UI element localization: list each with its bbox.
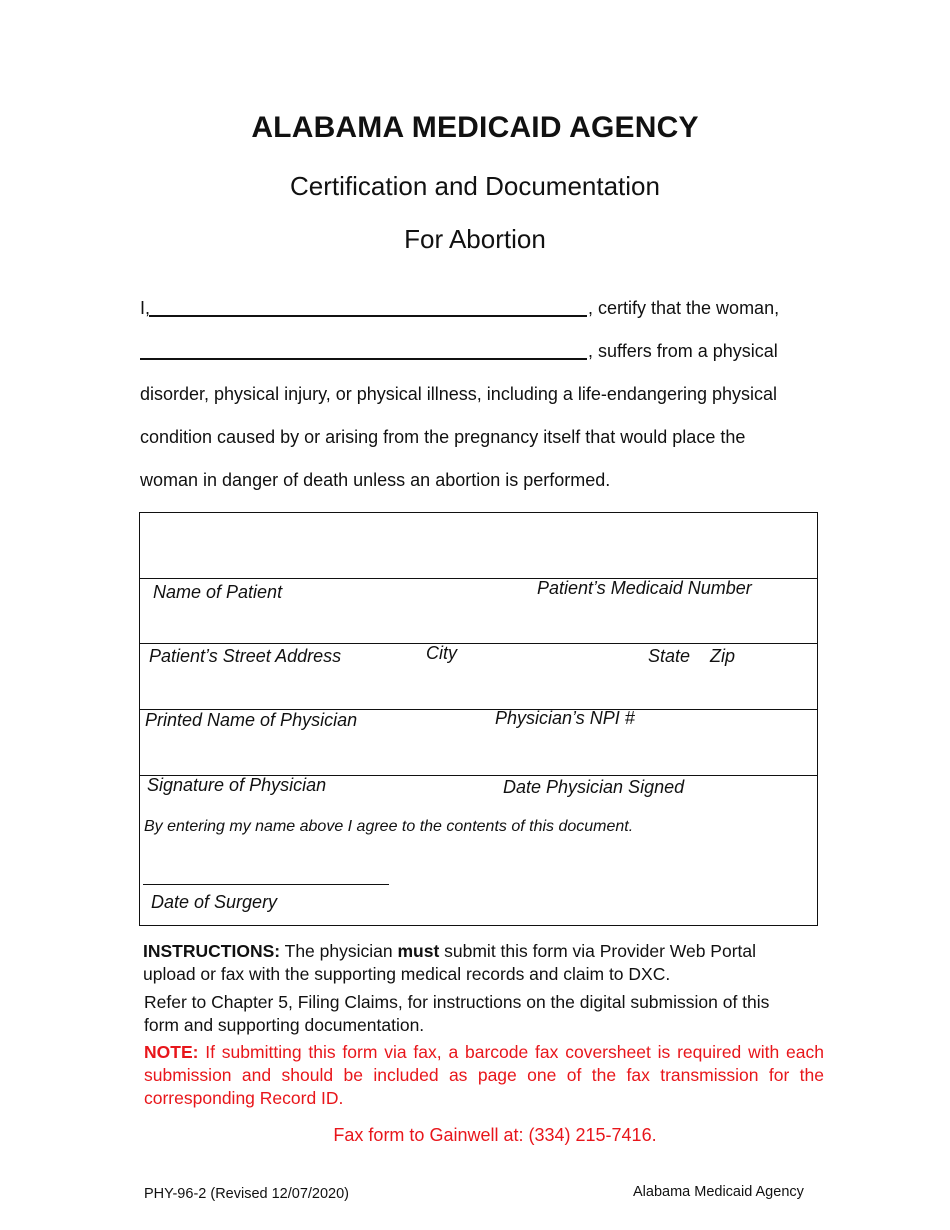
certification-text-2: , suffers from a physical	[588, 341, 778, 361]
certification-text-1: , certify that the woman,	[588, 298, 780, 318]
state-label: State	[648, 646, 691, 666]
name-of-patient-field[interactable]	[140, 513, 470, 578]
patient-physician-form	[139, 512, 818, 926]
zip-field[interactable]	[706, 579, 816, 643]
name-of-patient-label: Name of Patient	[153, 582, 283, 602]
physician-npi-field[interactable]	[490, 644, 817, 709]
instructions-text-2: submit this form via Provider Web Portal upload or fax with the supporting medical records and claim to DXC.	[143, 941, 757, 984]
agency-title: ALABAMA MEDICAID AGENCY	[251, 111, 699, 144]
physician-name-field[interactable]	[140, 644, 480, 709]
street-address-field[interactable]	[140, 579, 410, 643]
note-lead: NOTE:	[144, 1042, 199, 1062]
agreement-text: By entering my name above I agree to the contents of this document.	[144, 818, 634, 835]
certification-text-5: woman in danger of death unless an abortion is performed.	[140, 470, 611, 490]
state-field[interactable]	[645, 579, 705, 643]
date-signed-label: Date Physician Signed	[503, 777, 685, 797]
signature-label: Signature of Physician	[147, 775, 327, 795]
street-address-label: Patient’s Street Address	[149, 646, 342, 666]
patient-name-blank[interactable]	[140, 358, 587, 360]
date-of-surgery-field[interactable]	[143, 848, 389, 885]
physician-name-blank[interactable]	[149, 315, 587, 317]
form-subtitle: Certification and Documentation	[290, 171, 660, 201]
instructions-paragraph	[143, 940, 763, 986]
city-field[interactable]	[420, 579, 640, 643]
note-paragraph	[144, 1041, 824, 1110]
instructions-lead: INSTRUCTIONS:	[143, 941, 281, 961]
physician-npi-label: Physician’s NPI #	[495, 708, 635, 728]
note-text: If submitting this form via fax, a barcode fax coversheet is required with each submission and should be included as page one of the fax transmission for the corresponding Record ID.	[144, 1042, 824, 1108]
form-id: PHY-96-2 (Revised 12/07/2020)	[144, 1186, 350, 1202]
zip-label: Zip	[710, 646, 736, 666]
certification-text-3: disorder, physical injury, or physical illness, including a life-endangering physical	[140, 384, 777, 404]
refer-paragraph: Refer to Chapter 5, Filing Claims, for instructions on the digital submission of this form and supporting documentation.	[144, 992, 770, 1035]
instructions-must: must	[397, 941, 440, 961]
footer-agency: Alabama Medicaid Agency	[633, 1184, 804, 1200]
instructions-text: The physician	[280, 941, 398, 961]
date-signed-field[interactable]	[500, 710, 817, 775]
medicaid-number-label: Patient’s Medicaid Number	[537, 578, 752, 598]
city-label: City	[426, 643, 457, 663]
date-of-surgery-label: Date of Surgery	[151, 892, 278, 912]
medicaid-number-field[interactable]	[480, 513, 817, 578]
physician-name-label: Printed Name of Physician	[145, 710, 358, 730]
certification-prefix: I,	[140, 298, 151, 318]
physician-signature-field[interactable]	[140, 710, 490, 775]
certification-text-4: condition caused by or arising from the pregnancy itself that would place the	[140, 427, 746, 447]
fax-number: Fax form to Gainwell at: (334) 215-7416.	[333, 1125, 657, 1145]
form-subtitle-2: For Abortion	[404, 224, 546, 254]
